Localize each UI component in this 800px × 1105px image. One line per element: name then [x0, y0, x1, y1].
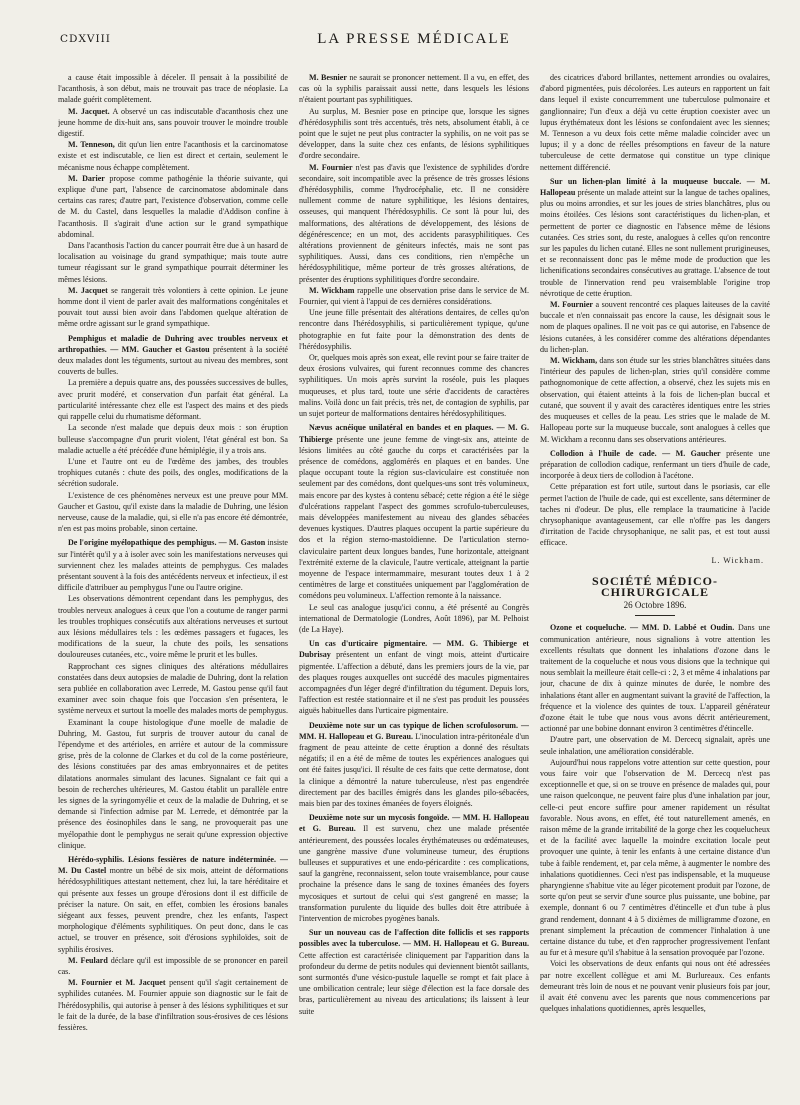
paragraph-text: A observé un cas indiscutable d'acanthosis chez une jeune homme de dix-huit ans, sans pouvoir trouver le moindre trouble digestif.	[58, 106, 288, 139]
paragraph	[58, 955, 288, 977]
paragraph-text: présentent un enfant de vingt mois, atteint d'urticaire pigmentée. L'affection a débuté, dans les premiers jours de la vie, par des plaques rouges auxquelles ont succédé des macules pigmentaires accompagnées d'un léger degré d'infiltration du tégument. Depuis lors, l'affection est restée stationnaire et il ne s'est pas produit les poussées aiguës habituelles dans l'urticaire pigmentaire.	[299, 650, 529, 716]
section-heading: Un cas d'urticaire pigmentaire. — MM. G. Thibierge et Dubrisay	[299, 639, 529, 660]
paragraph-text: insiste sur l'intérêt qu'il y a à isoler avec soin les manifestations nerveuses qui surviennent chez les malades atteints de pemphygus. Ces malades présentant souvent à la fois des antécédents nerveux et infectieux, il est difficile d'attribuer au pemphygus l'une ou l'autre origine.	[58, 538, 288, 593]
paragraph-text: Dans une communication antérieure, nous signalions à votre attention les excellents résultats que donnent les inhalations d'ozone dans le traitement de la coqueluche et nous vous disions que la technique qui nous semblait la meilleure était celle-ci : 2, 3 et même 4 inhalations par jour, chacune de dix à quinze minutes de durée, le nombre des inhalations étant aller en augmentant suivant la gravité de l'affection, la fréquence et la violence des quintes de toux. L'appareil générateur d'ozone était le tube que nous vous avons décrit antérieurement, actionné par une bobine donnant environ 3 centimètres d'étincelle.	[540, 623, 770, 734]
column-2	[299, 72, 529, 1097]
paragraph	[299, 927, 529, 1017]
paragraph	[540, 622, 770, 734]
paragraph-text: Rapprochant ces signes cliniques des altérations médullaires constatées dans deux autopsies de maladie de Duhring, dont la relation sera publiée en collaboration avec Lerrede, M. Gastou pense qu'il faut examiner avec soin chaque fois que l'occasion s'en présentera, le système nerveux et surtout la moelle des malades morts de pemphygus.	[58, 661, 288, 716]
speaker-name: M. Besnier	[309, 73, 347, 82]
paragraph	[299, 638, 529, 716]
paragraph-text: propose comme pathogénie la théorie suivante, qui explique d'une part, l'absence de carcinomatose abdominale dans certains cas rares; d'autre part, l'existence d'observation, comme celle de M. du Castel, dans lesquelles la maladie d'Addison confine à l'acanthosis. Il s'agirait d'une action sur le grand sympathique abdominal.	[58, 173, 288, 239]
paragraph	[299, 72, 529, 106]
signature: L. Wickham.	[711, 555, 764, 565]
paragraph-text: D'autre part, une observation de M. Dercecq signalait, après une seule inhalation, une amélioration considérable.	[540, 735, 770, 756]
paragraph-text: Aujourd'hui nous rappelons votre attention sur cette question, pour vous faire voir que l'observation de M. Dercecq n'est pas exceptionnelle et que, si on se trouve en présence de malades qui, pour une raison quelconque, ne peuvent faire plus d'une inhalation par jour, celle-ci peut encore suffire pour amener rapidement un résultat favorable. Nous avons, en effet, été tout naturellement amenés, en raison même de la grande irritabilité de la gorge chez les coquelucheux et de la facilité avec laquelle la moindre excitation locale peut provoquer une quinte, à tenir les enfants à une certaine distance d'un tube à faible rendement, et, par cela même, à augmenter le nombre des inhalations quotidiennes. Ceci n'est pas indispensable, et la muqueuse pharyngienne s'habitue vite au léger picotement produit par l'ozone, de sorte qu'on peut se servir d'une source plus puissante, une bobine, par exemple, donnant 6 ou 7 centimètres d'étincelle et d'un tube à plus grand rendement, donnant 4 à 5 dixièmes de milligramme d'ozone, en prenant simplement la précaution de commencer l'inhalation à une certaine distance du tube, et d'en rapprocher progressivement l'enfant au fur et à mesure qu'il s'habitue à la sensation provoquée par l'ozone.	[540, 757, 770, 958]
paragraph-text: L'inoculation intra-péritonéale d'un fragment de peau atteinte de cette éruption a donné des résultats négatifs; il en a été de même de toutes les expériences analogues qui ont été faites jusqu'ici. Il résulte de ces faits que cette dermatose, dont la clinique a démontré la nature tuberculeuse, n'est pas engendrée directement par des bacilles émigrés dans les glandes pilo-sébacées, mais bien par des toxines émanées de foyers éloignés.	[299, 731, 529, 808]
paragraph	[540, 448, 770, 482]
paragraph-text: L'existence de ces phénomènes nerveux est une preuve pour MM. Gaucher et Gastou, qu'il existe dans la maladie de Duhring, une lésion nerveuse, cause de la maladie, qui, si elle n'a pas encore été démontrée, n'en est pas moins probable, sinon certaine.	[58, 490, 288, 534]
paragraph	[540, 734, 770, 756]
paragraph-text: Dans l'acanthosis l'action du cancer pourrait être due à un hasard de localisation au voisinage du grand sympathique; mais toute autre tumeur réagissant sur le grand sympathique pourrait déterminer les mêmes lésions.	[58, 241, 288, 284]
speaker-name: M. Tenneson,	[68, 140, 115, 150]
journal-title: LA PRESSE MÉDICALE	[317, 31, 511, 47]
column-1	[58, 72, 288, 1097]
section-heading: De l'origine myélopathique des pemphigus. — M. Gaston	[68, 538, 266, 548]
paragraph-text: pensent qu'il s'agit certainement de syphilides cutanées. M. Fournier appuie son diagnostic sur le fait de l'hérédosyphilis, qui autorise à penser à des lésions syphilitiques et sur le fait de la durée, de la base d'infiltration sous-érosives de ces lésions fessières.	[58, 978, 288, 1033]
paragraph	[299, 307, 529, 352]
paragraph-text: déclare qu'il est impossible de se prononcer en pareil cas.	[58, 955, 288, 977]
paragraph	[58, 139, 288, 173]
section-heading: Ozone et coqueluche. — MM. D. Labbé et Oudin.	[550, 623, 735, 633]
column-3	[540, 72, 770, 1097]
paragraph-text: Examinant la coupe histologique d'une moelle de maladie de Duhring, M. Gastou, fut surpris de trouver autour du canal de l'épendyme et des artérioles, en arrière et autour de la commissure grise, près de la colonne de Clarkes et du col de la corne postérieure, des lésions constituées par des amas embryonnaires et de petites dilatations anormales simulant des lacunes. Signalant ce fait qui a besoin de recherches ultérieures, M. Gastou établit un parallèle entre les signes de la syringomyélie et ceux de la maladie de Duhring, et se demande si l'infection admise par M. Lerrede, et démontrée par la présence des éosinophiles dans le sang, ne provoquerait pas une myélopathie dont le pemphygus ne serait qu'une expression objective clinique.	[58, 717, 288, 850]
paragraph	[540, 481, 770, 548]
paragraph	[58, 333, 288, 378]
section-heading: Deuxième note sur un cas typique de lichen scrofulosorum. — MM. H. Hallopeau et G. Bureau.	[299, 720, 529, 741]
section-heading: Sur un lichen-plan limité à la muqueuse buccale. — M. Hallopeau	[540, 176, 770, 198]
paragraph	[299, 106, 529, 162]
divider	[635, 615, 675, 616]
paragraph	[58, 593, 288, 660]
paragraph-text: des cicatrices d'abord brillantes, nettement arrondies ou ovalaires, d'abord pigmentées, puis décolorées. Les auteurs en rapportent un fait dans lequel il existe concurremment une tuberculose pulmonaire et ganglionnaire; l'un d'eux a déjà vu cette éruption coexister avec un lupus érythémateux dont les lésions se confondaient avec les siennes; M. Tenneson a vu deux fois cette même maladie coïncider avec un lupus; il y a donc de réelles présomptions en faveur de la nature tuberculeuse de cette dermatose qui constitue un type clinique nettement différencié.	[540, 73, 770, 172]
paragraph	[58, 173, 288, 240]
speaker-name: M. Darier	[68, 173, 105, 183]
paragraph	[58, 854, 288, 955]
section-heading: Hérédo-syphilis. Lésions fessières de nature indéterminée. — M. Du Castel	[58, 855, 288, 876]
speaker-name: M. Fournier	[550, 300, 593, 310]
paragraph	[58, 285, 288, 330]
paragraph	[299, 422, 529, 601]
paragraph	[58, 72, 288, 106]
paragraph-text: Il est survenu, chez une malade présentée antérieurement, des poussées locales érythémateuses ou œdémateuses, une gangrène massive d'une volumineuse tumeur, des éruptions bulleuses et suppuratives et une endo-péricardite : ces complications, sauf la gangrène, reconnaissent, selon toute vraisemblance, pour cause prochaine la présence dans le sang de toxines émanées des foyers mycosiques et surtout de celui qui s'est gangrené en masse; la transformation purulente du liquide des bulles doit être attribuée à l'intervention de microbes pyogènes banals.	[299, 824, 529, 924]
paragraph	[540, 958, 770, 1014]
paragraph-text: Les observations démontrent cependant dans les pemphygus, des troubles nerveux analogues à ceux que l'on a coutume de ranger parmi les troubles trophiques consécutifs aux altérations nerveuses et surtout aux lésions médullaires tels : les œdèmes passagers et fugaces, les modifications de la sueur, la chute des poils, les sensations douloureuses cutanées, etc., voire même le prurit et les bulles.	[58, 594, 288, 660]
paragraph	[299, 720, 529, 810]
paragraph	[58, 717, 288, 851]
paragraph-text: ne saurait se prononcer nettement. Il a vu, en effet, des cas où la syphilis paraissait aussi nette, dans lesquels les lésions n'étaient pourtant pas syphilitiques.	[299, 73, 529, 105]
paragraph	[540, 72, 770, 173]
speaker-name: M. Wickham,	[550, 356, 598, 366]
paragraph-text: présente un malade atteint sur la langue de taches opalines, plus ou moins arrondies, et sur les joues de stries blanchâtres, plus ou moins étoilées. Ces lésions sont caractéristiques du lichen-plan, et permettent de porter ce diagnostic en l'absence même de lésions cutanées. Ces stries sont, du reste, analogues à celles qu'on rencontre sur les papules du lichen cutané. Elles ne sont nullement prurigineuses, et se reconnaissent donc pas le même mode de production que les lichenifications secondaires consécutives au grattage. L'absence de tout trouble de l'innervation rend peu vraisemblable l'origine trop névrotique de cette éruption.	[540, 188, 770, 298]
paragraph	[540, 757, 770, 959]
paragraph-text: n'est pas d'avis que l'existence de syphilides d'ordre secondaire, soit incompatible avec la présence de très grosses lésions d'hérédosyphilis, comme l'hydrocéphalie, etc. Il ne considère nullement comme de nature syphilitique, les lésions dentaires, osseuses, qui manquent l'hérédosyphilis. Ce sont là pour lui, des malformations, des altérations de développement, des lésions de dégénérescence; en un mot, des accidents parasyphilitiques. Ces altérations proviennent de géniteurs infectés, mais ne sont pas syphilitiques. Aussi, dans ces conditions, rien n'empêche un hérédosyphilitique, même porteur de très grosses altérations, de présenter des éruptions syphilitiques d'ordre secondaire.	[299, 162, 529, 284]
paragraph-text: présente une préparation de collodion cadique, renfermant un tiers d'huile de cade, incorporée à deux tiers de collodion à l'acétone.	[540, 448, 770, 481]
paragraph	[58, 106, 288, 140]
paragraph-text: La seconde n'est malade que depuis deux mois : son éruption bulleuse s'accompagne d'un prurit violent, l'état général est bon. Sa maladie actuelle a été précédée d'une hémiplégie, il y a trois ans.	[58, 423, 288, 455]
paragraph-text: Le seul cas analogue jusqu'ici connu, a été présenté au Congrès international de Dermatologie (Londres, Août 1896), par M. Pelhoist (de La Haye).	[299, 602, 529, 634]
paragraph	[58, 490, 288, 535]
paragraph	[540, 176, 770, 299]
paragraph-text: Cette affection est caractérisée cliniquement par l'apparition dans la profondeur du derme de petits nodules qui deviennent bientôt saillants, sont surmontés d'une vésico-pustule laquelle se rompt et fait place à une ombilication centrale; leur siège d'élection est la face dorsale des bras, particulièrement au niveau des articulations; ils laissent à leur suite	[299, 950, 529, 1016]
paragraph-text: Or, quelques mois après son exeat, elle revint pour se faire traiter de deux érosions vulvaires, qui furent reconnues comme des chancres syphilitiques. Un mois après survint la roséole, puis les plaques muqueuses, et plus tard, toute une série d'accidents de caractères malins. Voilà donc un fait précis, très net, de contagion de syphilis, par un sujet porteur de malformations dentaires hérédosyphilitiques.	[299, 353, 529, 419]
section-heading: Pemphigus et maladie de Duhring avec troubles nerveux et arthropathies. — MM. Gaucher et Gastou	[58, 333, 288, 354]
paragraph-text: se rangerait très volontiers à cette opinion. Le jeune homme dont il vient de parler avait des malformations congénitales et pouvait tout aussi bien avoir dans l'abdomen quelque altération de même ordre agissant sur le grand sympathique.	[58, 285, 288, 329]
paragraph	[540, 299, 770, 355]
speaker-name: M. Jacquet	[68, 285, 108, 295]
paragraph	[299, 602, 529, 636]
paragraph-text: montre un bébé de six mois, atteint de déformations hérédosyphilitiques attestant nettement, chez lui, la tare héréditaire et qui présente aux fesses un groupe d'érosions dont il est difficile de préciser la nature. On sait, en effet, combien les érosions banales siégeant aux fesses, peuvent prendre, chez les enfants, l'aspect morphologique d'éléments syphilitiques. On peut donc, dans le cas actuel, se trouver en présence, soit d'érosions syphiloïdes, soit de syphilis érosives.	[58, 866, 288, 954]
paragraph	[299, 285, 529, 307]
paragraph-text: dans son étude sur les stries blanchâtres situées dans l'intérieur des papules de lichen-plan, stries qu'il considère comme pathognomonique de cette affection, a observé, chez les sujets mis en observation, qui étaient atteints à la fois de lichen-plan buccal et cutané, que souvent il y avait des caractères identiques entre les stries des muqueuses et celles de la peau. Les stries que le malade de M. Hallopeau porte sur la muqueuse buccale, sont analogues à celles que M. Wickham a reconnu dans ses observations antérieures.	[540, 356, 770, 444]
paragraph-text: Voici les observations de deux enfants qui nous ont été adressées par notre excellent collègue et ami M. Burlureaux. Ces enfants demeurant très loin de nous et ne pouvant venir plusieurs fois par jour, il avait été convenu avec les parents que nous commencerions par quelques inhalations quotidiennes, après lesquelles,	[540, 959, 770, 1014]
paragraph-text: Cette préparation est fort utile, surtout dans le psoriasis, car elle permet l'action de l'huile de cade, qui est excellente, sans déterminer de taches ni d'odeur. De plus, elle remplace la traumaticine à l'acide chrysophanique avantageusement, car elle n'offre pas les dangers d'irritation de l'acide chrysophanique, ne salit pas, et est tout aussi efficace.	[540, 482, 770, 548]
paragraph	[58, 977, 288, 1033]
paragraph-text: Au surplus, M. Besnier pose en principe que, lorsque les signes d'hérédosyphilis sont très accentués, très nets, absolument établi, à ce point que le sujet ne peut plus contracter la syphilis, on ne voit pas se développer, dans la suite chez ces enfants, de lésions syphilitiques d'ordre secondaire.	[299, 106, 529, 161]
paragraph	[58, 240, 288, 285]
paragraph-text: L'une et l'autre ont eu de l'œdème des jambes, des troubles trophiques cutanés : chute des poils, des ongles, modifications de la sécrétion sudorale.	[58, 456, 288, 489]
speaker-name: M. Jacquet.	[68, 106, 110, 116]
paragraph-text: a souvent rencontré ces plaques laiteuses de la cavité buccale et n'en connaissait pas encore la cause, les désignait sous le nom de plaques opalines. Il ne voit pas ce qui autorise, en l'absence de lésions cutanées, à les considérer comme des altérations dépendantes du lichen-plan.	[540, 300, 770, 354]
paragraph	[540, 355, 770, 445]
speaker-name: M. Feulard	[68, 955, 108, 965]
paragraph	[299, 812, 529, 924]
paragraph-text: La première a depuis quatre ans, des poussées successives de bulles, avec prurit modéré, et conservation d'un parfait état général. La particularité intéressante chez elle est l'aspect des mains et des pieds qui rappelle celui du rhumatisme déformant.	[58, 378, 288, 422]
section-heading: Sur un nouveau cas de l'affection dite folliclis et ses rapports possibles avec la tuberculose. — MM. H. Hallopeau et G. Bureau.	[299, 928, 529, 949]
text-columns	[58, 72, 770, 1097]
paragraph	[58, 422, 288, 456]
paragraph	[58, 537, 288, 593]
speaker-name: M. Fournier et M. Jacquet	[68, 978, 166, 988]
paragraph	[299, 352, 529, 419]
page-number: CDXVIII	[60, 33, 111, 45]
paragraph-text: a cause était impossible à déceler. Il pensait à la possibilité de l'acanthosis, à son début, mais ne trouvait pas trace de néoplasie. La malade guérit complètement.	[58, 73, 288, 105]
paragraph-text: dit qu'un lien entre l'acanthosis et la carcinomatose existe et est indiscutable, ce lien est direct et certain, seulement le mécanisme nous échappe complètement.	[58, 140, 288, 172]
paragraph	[58, 661, 288, 717]
paragraph-text: présente une jeune femme de vingt-six ans, atteinte de lésions limitées au côté gauche du corps et caractérisées par la présence de comédons, agglomérés en plaques et en bandes. Une plaque occupant toute la région sus-claviculaire est constituée non seulement par des comédons, dont quelques-uns sont très volumineux, mais encore par des kystes à contenu sébacé; cette région a été le siège d'ulcérations rappelant l'aspect des gommes scrofulo-tuberculeuses, mais développées manifestement au niveau des glandes sébacées devenues kystiques. D'autres plaques occupent la partie supérieure du dos et la région sterno-mastoïdienne. De l'articulation sterno-claviculaire partent deux longues bandes, l'une horizontale, atteignant l'extrémité externe de la clavicule, l'autre verticale, atteignant la partie moyenne de l'espace intermammaire, mesurant toutes deux 1 à 2 centimètres de large et constituées uniquement par l'agglomération de comédons peu volumineux. L'affection remonte à la naissance.	[299, 434, 529, 601]
paragraph-text: Une jeune fille présentait des altérations dentaires, de celles qu'on rencontre dans l'hérédosyphilis, si particulièrement typique, qu'une photographie en fut faite pour la démonstration des dents de l'hérédosyphilis.	[299, 308, 529, 351]
paragraph	[58, 377, 288, 422]
page-header	[58, 0, 770, 56]
paragraph-text: présentent à la société deux malades dont les téguments, surtout au niveau des membres, sont couverts de bulles.	[58, 344, 288, 377]
paragraph-text: rappelle une observation prise dans le service de M. Fournier, qui vient à l'appui de ces dernières considérations.	[299, 285, 529, 307]
speaker-name: M. Fournier	[309, 162, 353, 172]
speaker-name: M. Wickham	[309, 285, 355, 295]
session-date: 26 Octobre 1896.	[623, 600, 687, 611]
paragraph	[299, 162, 529, 285]
section-heading: Nævus acnéique unilatéral en bandes et en plaques. — M. G. Thibierge	[299, 423, 529, 444]
section-heading: Deuxième note sur un mycosis fongoïde. — MM. H. Hallopeau et G. Bureau.	[299, 813, 529, 834]
section-heading: Collodion à l'huile de cade. — M. Gaucher	[550, 448, 721, 458]
society-heading: SOCIÉTÉ MÉDICO-CHIRURGICALE	[591, 573, 719, 599]
paragraph	[58, 456, 288, 490]
